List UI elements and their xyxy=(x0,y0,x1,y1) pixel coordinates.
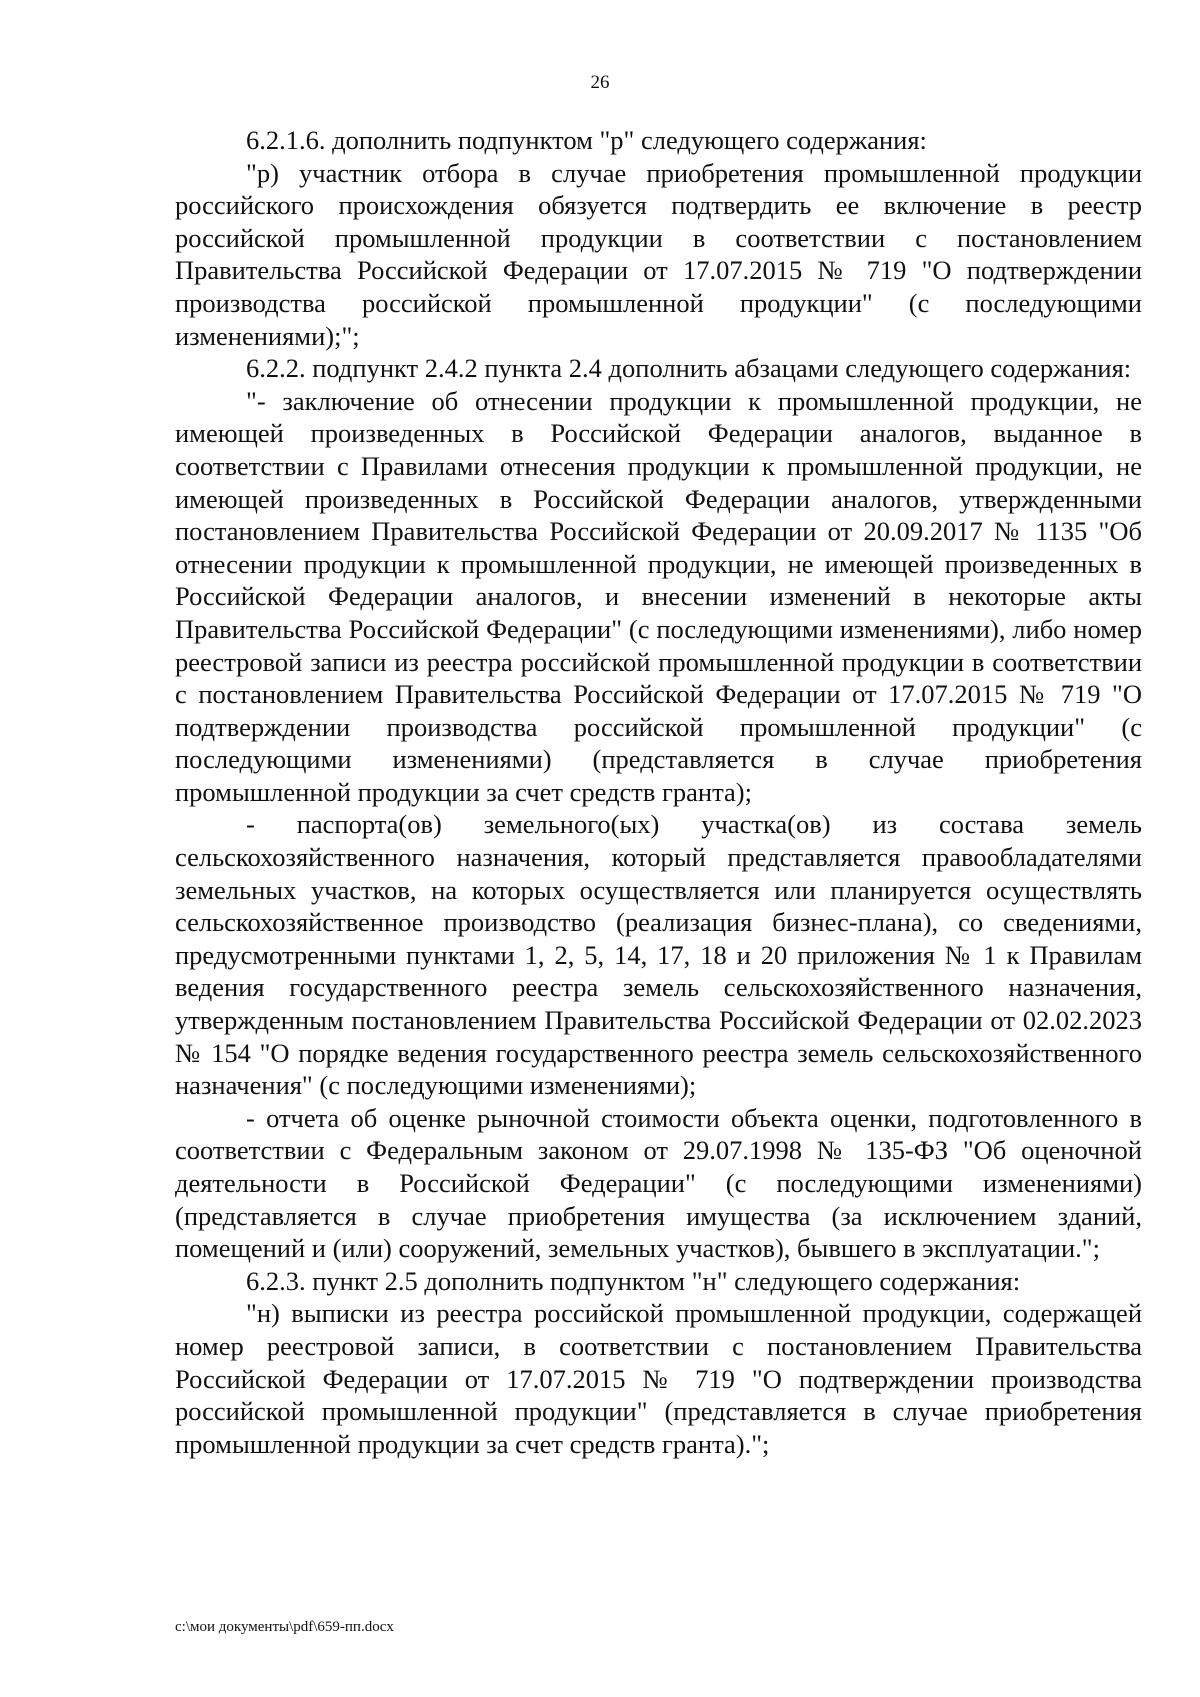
footer-file-path: c:\мои документы\pdf\659-пп.docx xyxy=(175,1619,394,1635)
paragraph-land-passport: - паспорта(ов) земельного(ых) участка(ов) из состава земель сельскохозяйственного назначения, который представляется правообладателями земельных участков, на которых осуществляется или планируется осуществлять сельскохозяйственное производство (реализация бизнес-плана), со сведениями, предусмотренными пунктами 1, 2, 5, 14, 17, 18 и 20 приложения № 1 к Правилам ведения государственного реестра земель сельскохозяйственного назначения, утвержденным постановлением Правительства Российской Федерации от 02.02.2023 № 154 "О порядке ведения государственного реестра земель сельскохозяйственного назначения" (с последующими изменениями); xyxy=(175,809,1142,1101)
paragraph-subitem-n: "н) выписки из реестра российской промышленной продукции, содержащей номер реестровой записи, в соответствии с постановлением Правительства Российской Федерации от 17.07.2015 № 719 "О подтверждении производства российской промышленной продукции" (представляется в случае приобретения промышленной продукции за счет средств гранта)."; xyxy=(175,1298,1142,1459)
page-number: 26 xyxy=(590,72,610,93)
paragraph-6-2-1-6: 6.2.1.6. дополнить подпунктом "р" следующего содержания: xyxy=(246,125,927,155)
paragraph-6-2-3: 6.2.3. пункт 2.5 дополнить подпунктом "н" следующего содержания: xyxy=(246,1265,1021,1296)
paragraph-subitem-r: "р) участник отбора в случае приобретения промышленной продукции российского происхождения обязуется подтвердить ее включение в реестр российской промышленной продукции в соответствии с постановлением Правительства Российской Федерации от 17.07.2015 № 719 "О подтверждении производства российской промышленной продукции" (с последующими изменениями);"; xyxy=(175,157,1142,351)
paragraph-valuation-report: - отчета об оценке рыночной стоимости объекта оценки, подготовленного в соответствии с Федеральным законом от 29.07.1998 № 135-ФЗ "Об оценочной деятельности в Российской Федерации" (с последующими изменениями) (представляется в случае приобретения имущества (за исключением зданий, помещений и (или) сооружений, земельных участков), бывшего в эксплуатации."; xyxy=(175,1102,1142,1264)
paragraph-conclusion: "- заключение об отнесении продукции к промышленной продукции, не имеющей произведенных в Российской Федерации аналогов, выданное в соответствии с Правилами отнесения продукции к промышленной продукции, не имеющей произведенных в Российской Федерации аналогов, утвержденными постановлением Правительства Российской Федерации от 20.09.2017 № 1135 "Об отнесении продукции к промышленной продукции, не имеющей произведенных в Российской Федерации аналогов, и внесении изменений в некоторые акты Правительства Российской Федерации" (с последующими изменениями), либо номер реестровой записи из реестра российской промышленной продукции в соответствии с постановлением Правительства Российской Федерации от 17.07.2015 № 719 "О подтверждении производства российской промышленной продукции" (с последующими изменениями) (представляется в случае приобретения промышленной продукции за счет средств гранта); xyxy=(175,385,1142,807)
paragraph-6-2-2: 6.2.2. подпункт 2.4.2 пункта 2.4 дополнить абзацами следующего содержания: xyxy=(246,353,1132,384)
document-body xyxy=(175,124,1142,1460)
